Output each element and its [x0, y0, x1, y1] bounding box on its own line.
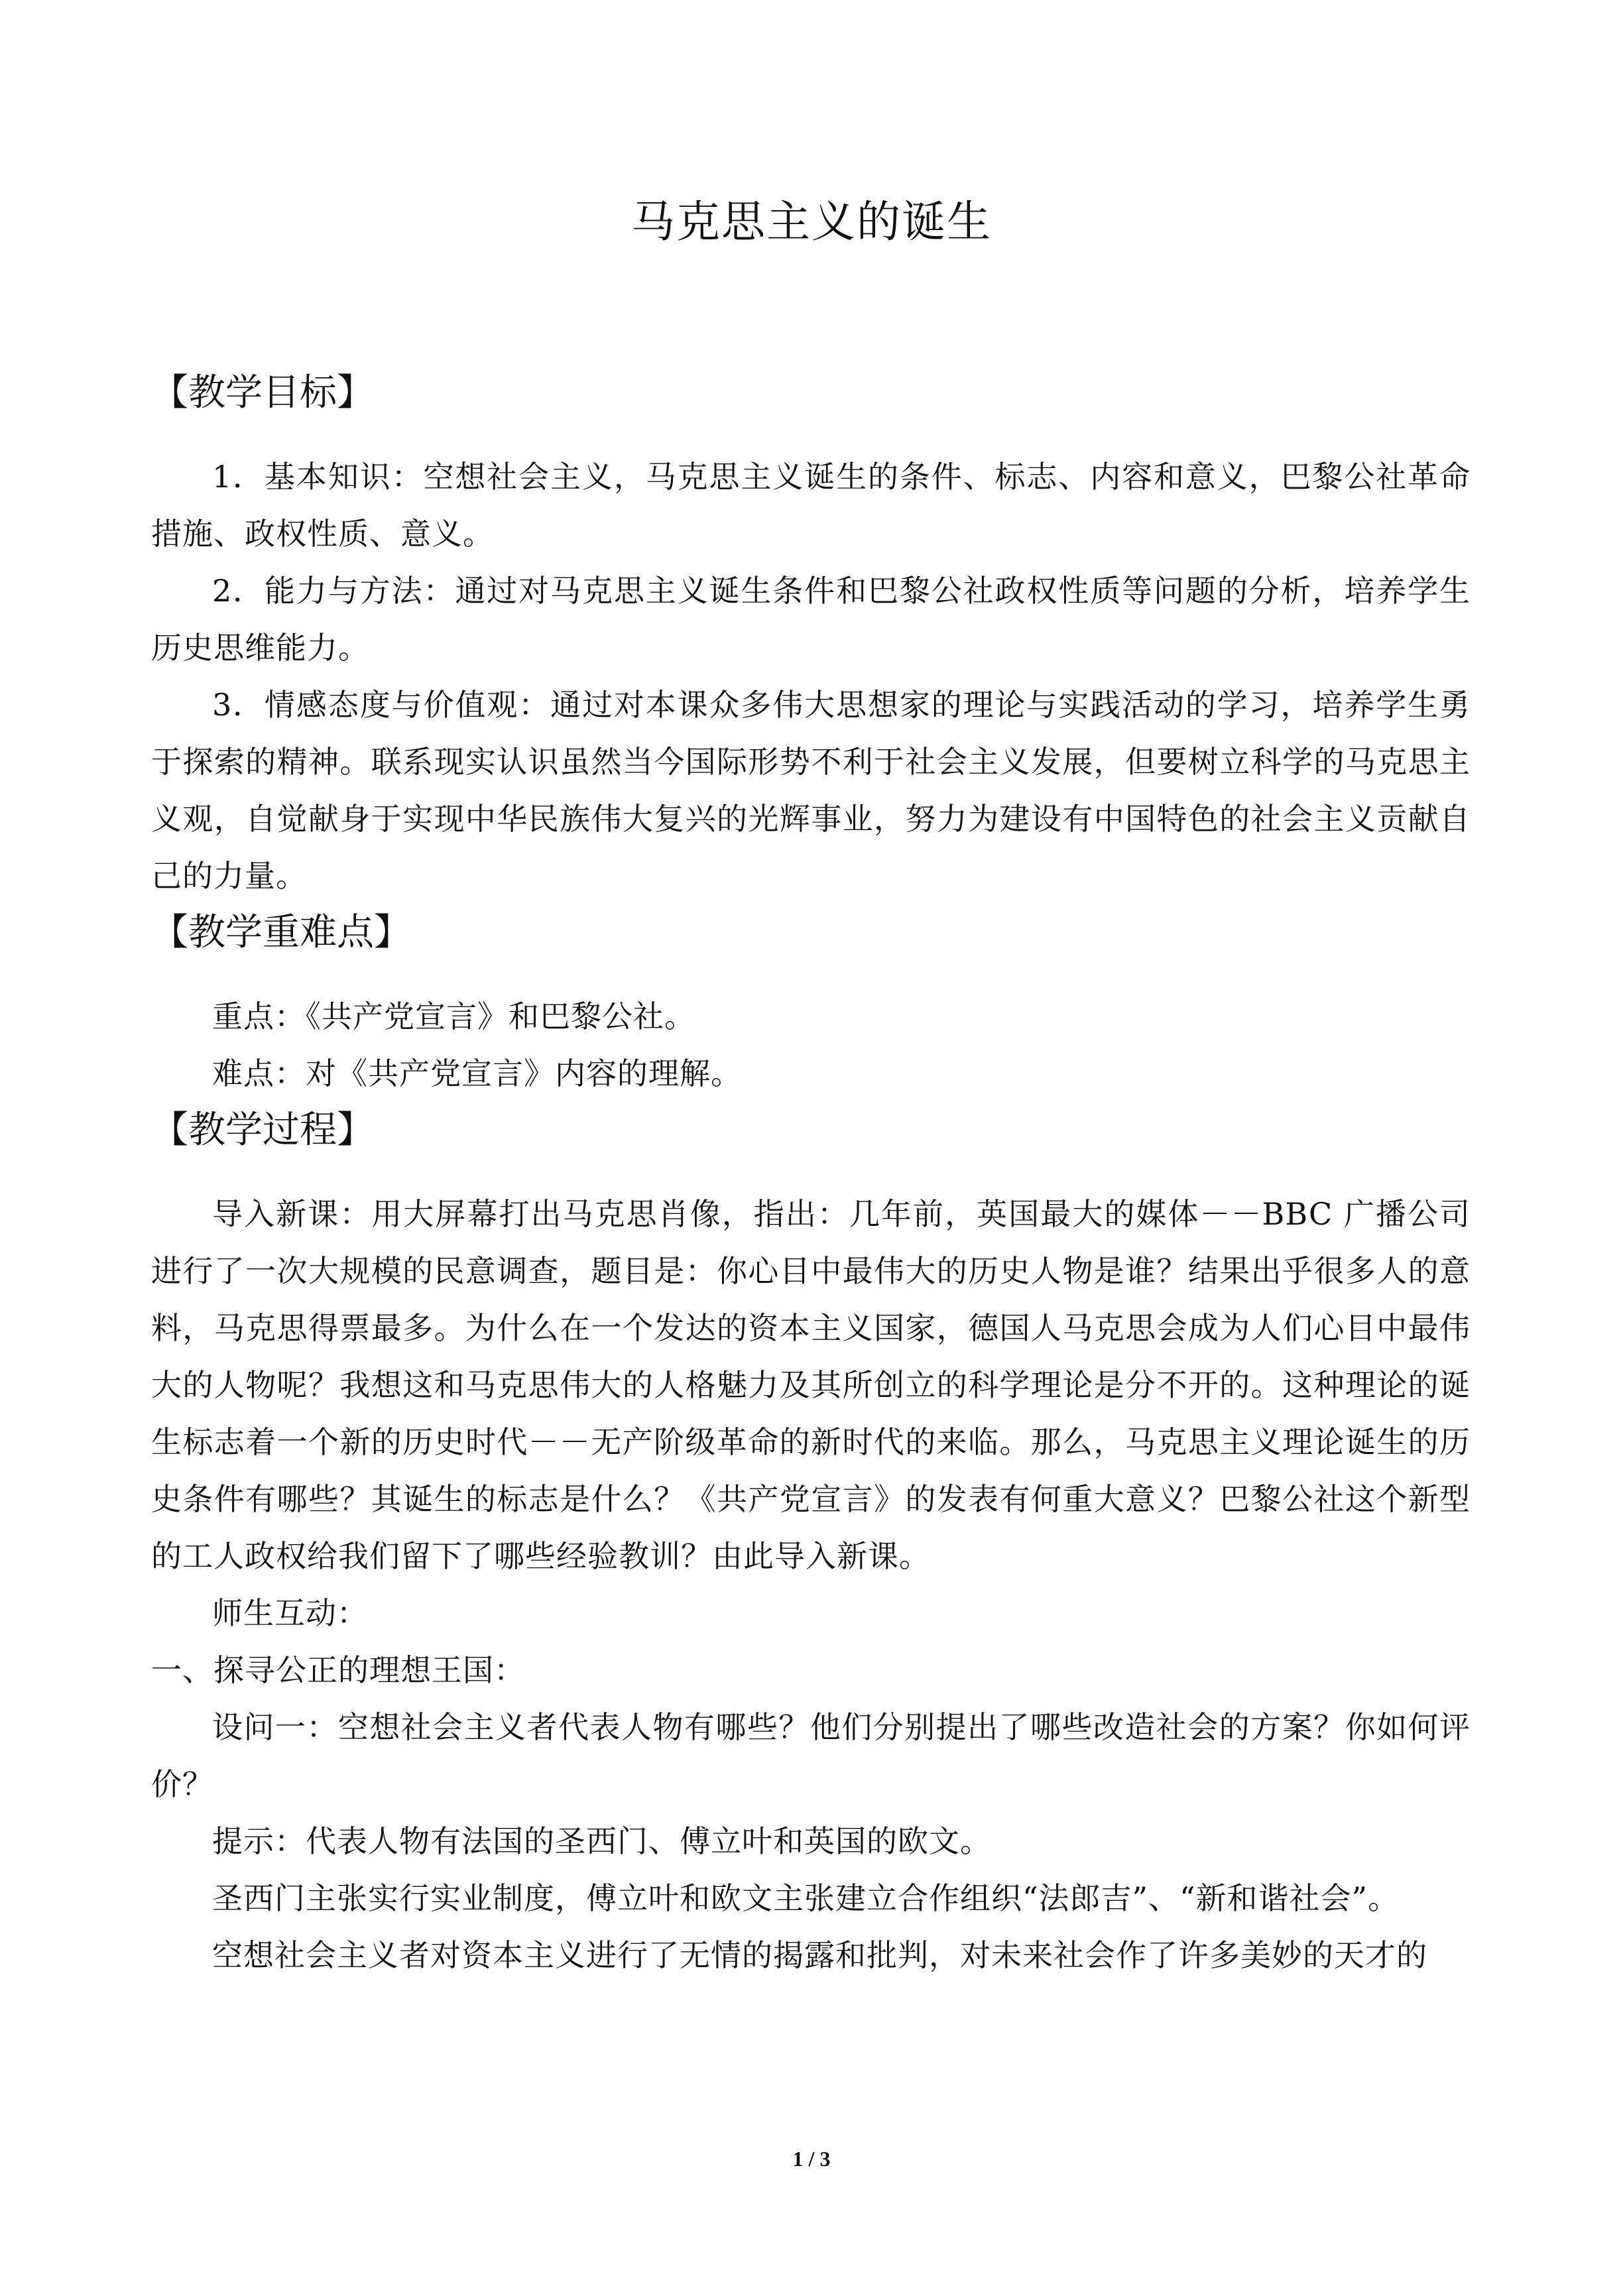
- objective-paragraph-1: 1．基本知识：空想社会主义，马克思主义诞生的条件、标志、内容和意义，巴黎公社革命措施、政权性质、意义。: [151, 459, 1471, 552]
- process-paragraph-5: 提示：代表人物有法国的圣西门、傅立叶和英国的欧文。: [212, 1823, 991, 1859]
- process-paragraph-2: 师生互动：: [212, 1595, 368, 1631]
- spacer: [151, 422, 1471, 448]
- process-paragraph-6: 圣西门主张实行实业制度，傅立叶和欧文主张建立合作组织“法郎吉”、“新和谐社会”。: [212, 1880, 1400, 1916]
- spacer: [151, 961, 1471, 988]
- section-heading-objectives: 【教学目标】: [151, 371, 374, 414]
- key-point-paragraph-1: 重点：《共产党宣言》和巴黎公社。: [212, 998, 695, 1034]
- objective-paragraph-2: 2．能力与方法：通过对马克思主义诞生条件和巴黎公社政权性质等问题的分析，培养学生历史思维能力。: [151, 573, 1471, 666]
- section-heading-process: 【教学过程】: [151, 1109, 374, 1152]
- process-paragraph-3: 一、探寻公正的理想王国：: [151, 1652, 525, 1688]
- document-body: [151, 365, 1471, 1984]
- document-title: 马克思主义的诞生: [631, 196, 992, 247]
- section-heading-key-points: 【教学重难点】: [151, 911, 411, 954]
- key-point-paragraph-2: 难点：对《共产党宣言》内容的理解。: [212, 1056, 742, 1091]
- spacer: [151, 1159, 1471, 1185]
- page-number: 1 / 3: [792, 2147, 831, 2171]
- objective-paragraph-3: 3．情感态度与价值观：通过对本课众多伟大思想家的理论与实践活动的学习，培养学生勇于探索的精神。联系现实认识虽然当今国际形势不利于社会主义发展，但要树立科学的马克思主义观，自觉献身于实现中华民族伟大复兴的光辉事业，努力为建设有中国特色的社会主义贡献自己的力量。: [151, 687, 1471, 894]
- process-paragraph-4: 设问一：空想社会主义者代表人物有哪些？他们分别提出了哪些改造社会的方案？你如何评价？: [151, 1709, 1471, 1802]
- process-paragraph-1: 导入新课：用大屏幕打出马克思肖像，指出：几年前，英国最大的媒体－－BBC 广播公司进行了一次大规模的民意调查，题目是：你心目中最伟大的历史人物是谁？结果出乎很多人的意料，马克思得票最多。为什么在一个发达的资本主义国家，德国人马克思会成为人们心目中最伟大的人物呢？我想这和马克思伟大的人格魅力及其所创立的科学理论是分不开的。这种理论的诞生标志着一个新的历史时代－－无产阶级革命的新时代的来临。那么，马克思主义理论诞生的历史条件有哪些？其诞生的标志是什么？《共产党宣言》的发表有何重大意义？巴黎公社这个新型的工人政权给我们留下了哪些经验教训？由此导入新课。: [151, 1196, 1471, 1574]
- process-paragraph-7: 空想社会主义者对资本主义进行了无情的揭露和批判，对未来社会作了许多美妙的天才的: [212, 1937, 1427, 1973]
